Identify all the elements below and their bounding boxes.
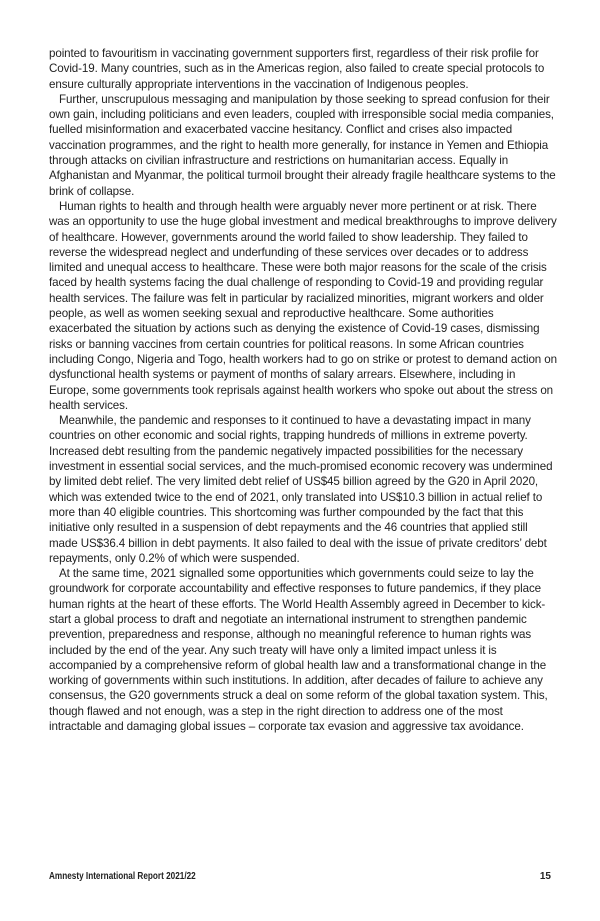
paragraph-health-rights: Human rights to health and through health were arguably never more pertinent or at risk. There was an opportunity to use the huge global investment and medical breakthroughs to improve delivery of healthcare. However, governments around the world failed to show leadership. They failed to reverse the widespread neglect and underfunding of these services over decades or to address limited and unequal access to healthcare. These were both major reasons for the scale of the crisis faced by health systems facing the dual challenge of responding to Covid-19 and providing regular health services. The failure was felt in particular by racialized minorities, migrant workers and older people, as well as women seeking sexual and reproductive healthcare. Some authorities exacerbated the situation by actions such as denying the existence of Covid-19 cases, dismissing risks or banning vaccines from certain countries for political reasons. In some African countries including Congo, Nigeria and Togo, health workers had to go on strike or protest to demand action on dysfunctional health systems or payment of months of salary arrears. Elsewhere, including in Europe, some governments took reprisals against health workers who spoke out about the stress on health services. — [49, 199, 557, 412]
report-title: Amnesty International Report 2021/22 — [49, 871, 196, 882]
paragraph-misinformation: Further, unscrupulous messaging and manipulation by those seeking to spread confusion for their own gain, including politicians and even leaders, coupled with irresponsible social media companies, fuelled misinformation and exacerbated vaccine hesitancy. Conflict and crises also impacted vaccination programmes, and the right to health more generally, for instance in Yemen and Ethiopia through attacks on civilian infrastructure and restrictions on humanitarian access. Equally in Afghanistan and Myanmar, the political turmoil brought their already fragile healthcare systems to the brink of collapse. — [49, 92, 556, 198]
page-footer — [49, 871, 551, 885]
page-number: 15 — [539, 871, 551, 882]
paragraph-continued: pointed to favouritism in vaccinating government supporters first, regardless of their risk profile for Covid-19. Many countries, such as in the Americas region, also failed to create special protocols to ensure culturally appropriate interventions in the vaccination of Indigenous peoples. — [49, 47, 545, 91]
paragraph-economic-impact: Meanwhile, the pandemic and responses to it continued to have a devastating impact in many countries on other economic and social rights, trapping hundreds of millions in extreme poverty. Increased debt resulting from the pandemic negatively impacted possibilities for the necessary investment in essential social services, and the much-promised economic recovery was undermined by limited debt relief. The very limited debt relief of US$45 billion agreed by the G20 in April 2020, which was extended twice to the end of 2021, only translated into US$10.3 billion in actual relief to more than 40 eligible countries. This shortcoming was further compounded by the fact that this initiative only resulted in a suspension of debt repayments and the 46 countries that applied still made US$36.4 billion in debt payments. It also failed to deal with the issue of private creditors’ debt repayments, only 0.2% of which were suspended. — [49, 414, 553, 565]
document-body — [49, 46, 557, 734]
paragraph-opportunities: At the same time, 2021 signalled some opportunities which governments could seize to lay the groundwork for corporate accountability and effective responses to future pandemics, if they place human rights at the heart of these efforts. The World Health Assembly agreed in December to kick-start a global process to draft and negotiate an international instrument to strengthen pandemic prevention, preparedness and response, although no meaningful reference to human rights was included by the end of the year. Any such treaty will have only a limited impact unless it is accompanied by a comprehensive reform of global health law and a transformational change in the working of governments within such institutions. In addition, after decades of failure to achieve any consensus, the G20 governments struck a deal on some reform of the global taxation system. This, though flawed and not enough, was a step in the right direction to address one of the most intractable and damaging global issues – corporate tax evasion and aggressive tax avoidance. — [49, 567, 548, 734]
